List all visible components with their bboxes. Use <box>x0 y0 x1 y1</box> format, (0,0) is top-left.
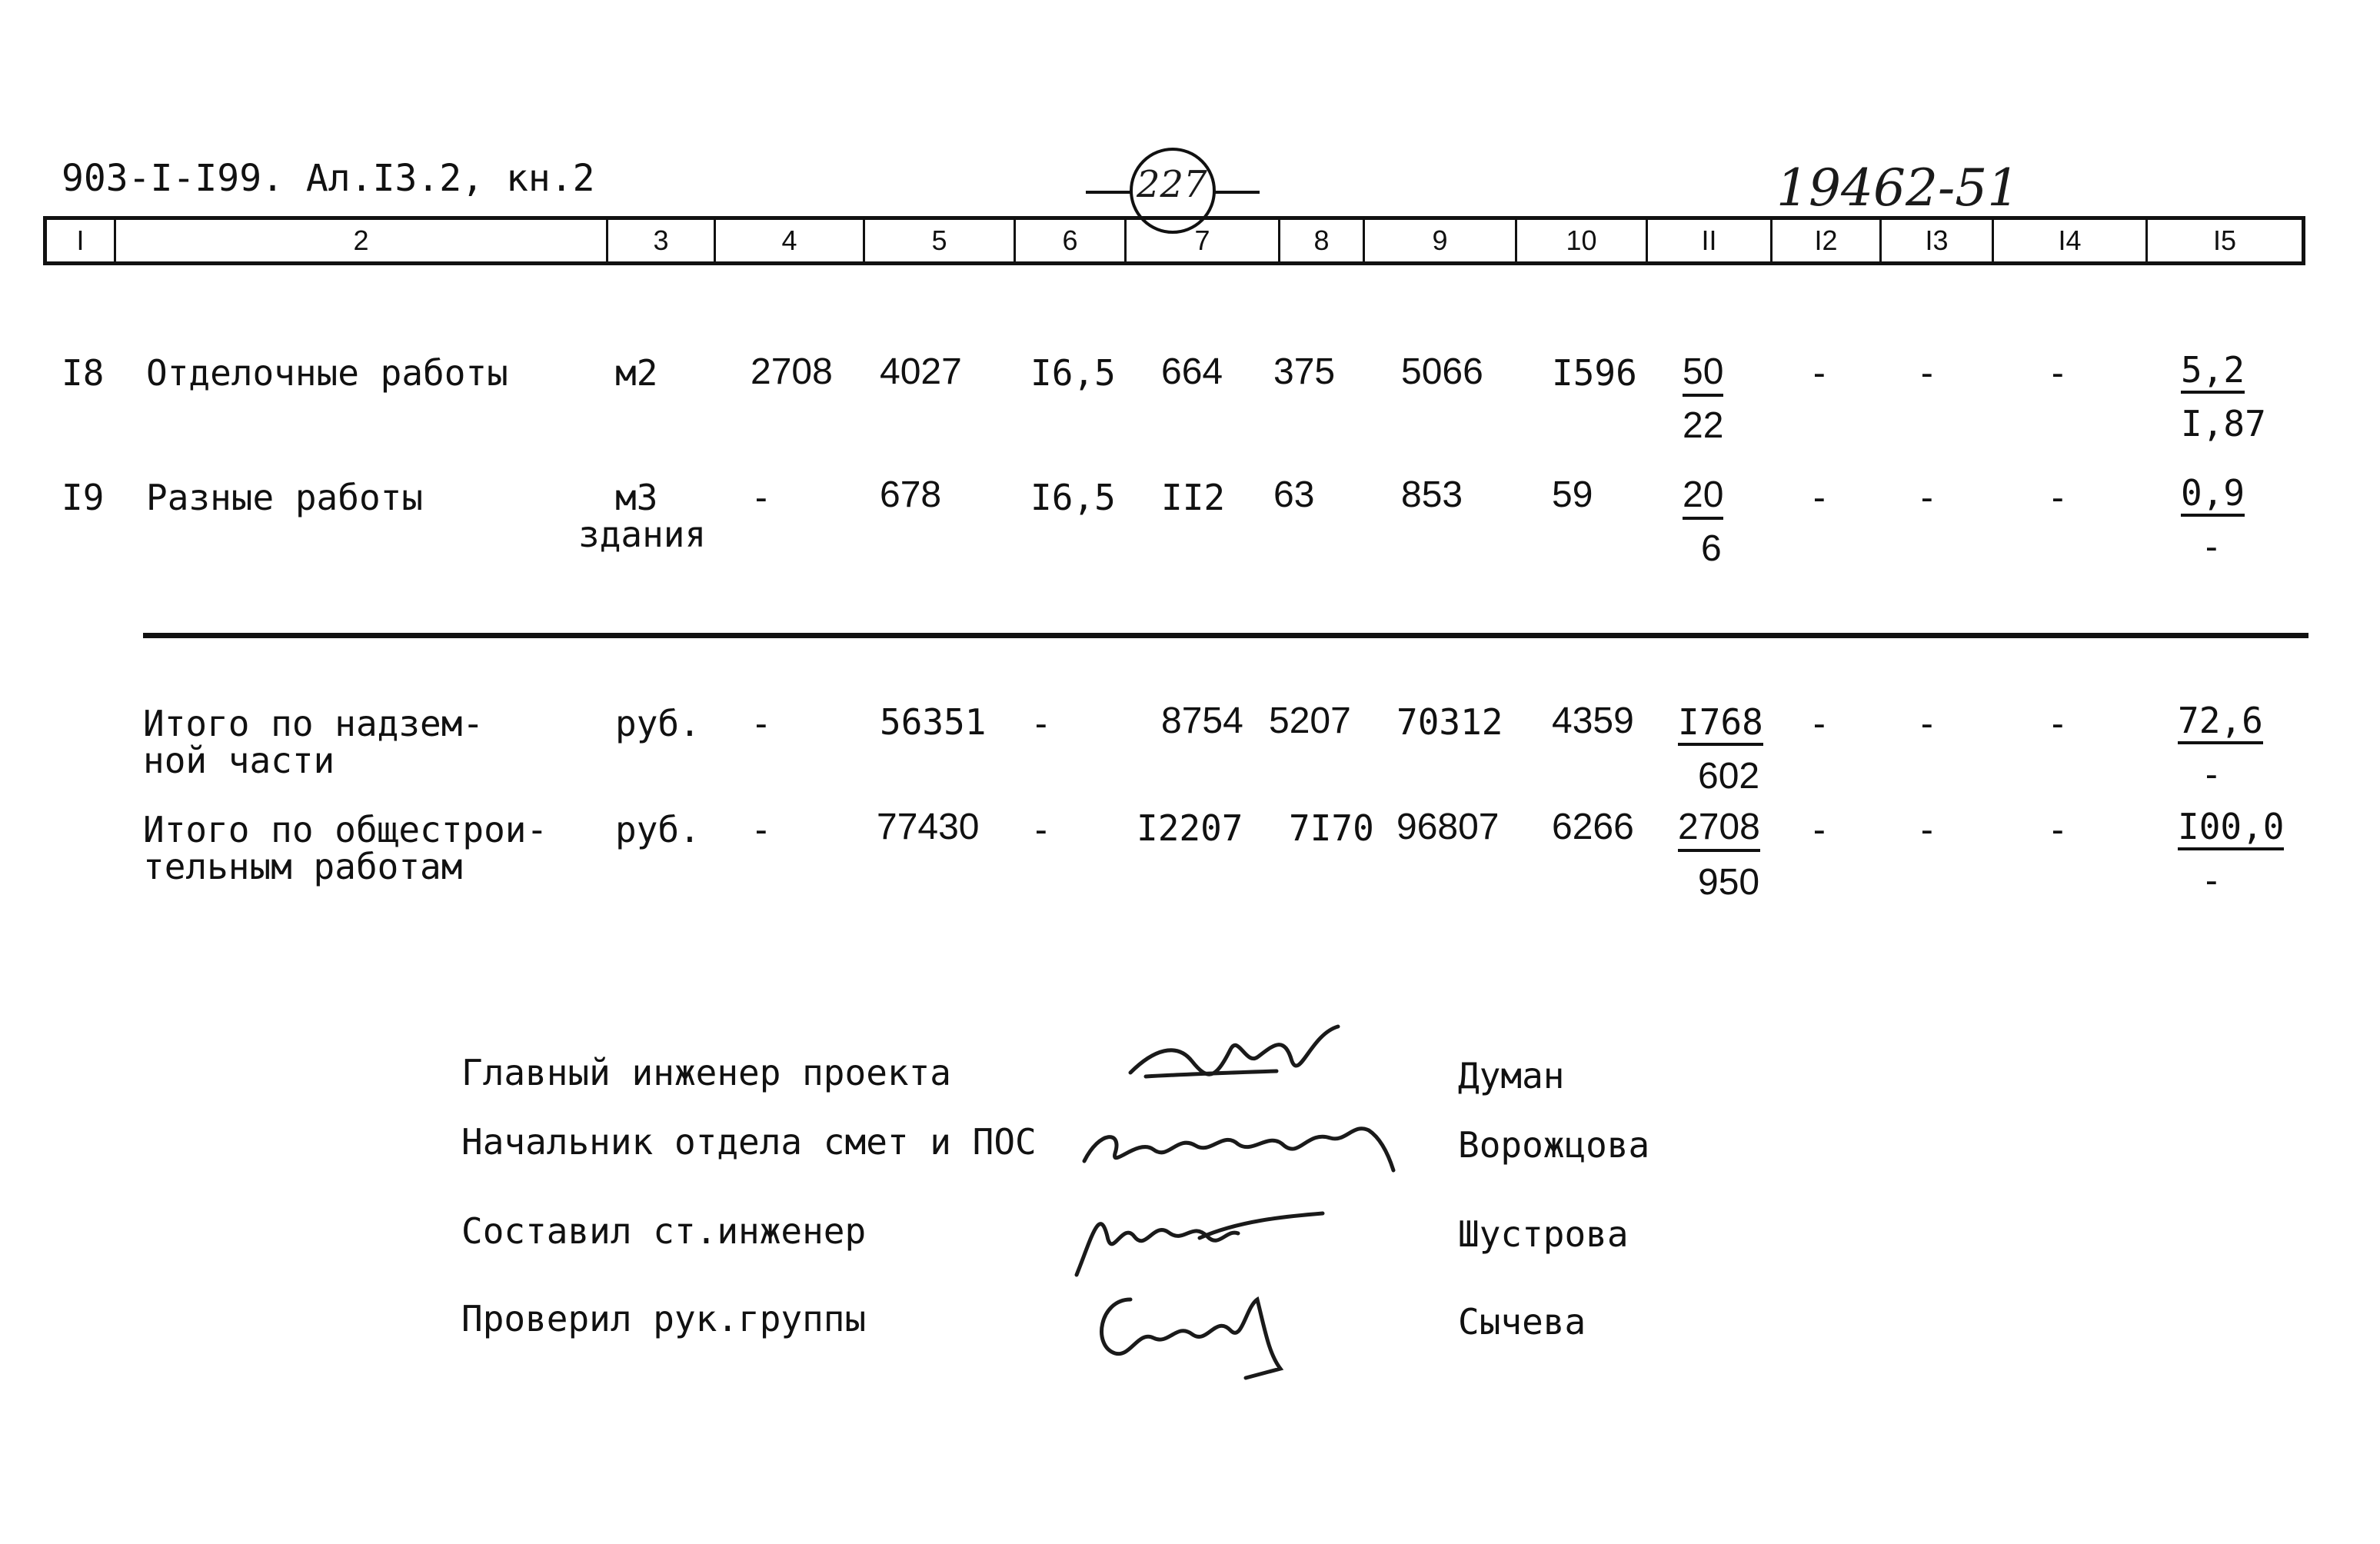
cell-col-7: I2207 <box>1137 807 1243 849</box>
signatory-name: Ворожцова <box>1458 1124 1650 1166</box>
cell-col-14: - <box>2047 809 2069 850</box>
cell-col-8: 375 <box>1273 351 1336 392</box>
column-header-strip <box>43 216 2305 265</box>
work-name: Разные работы <box>146 477 424 518</box>
page-number: 227 <box>1137 163 1207 206</box>
column-header: 4 <box>716 220 865 261</box>
page-number-stroke-right <box>1215 191 1260 194</box>
cell-col-11-top: I768 <box>1678 704 1763 746</box>
cell-col-4: - <box>751 477 772 518</box>
cell-col-6: I6,5 <box>1030 352 1116 394</box>
cell-col-6: - <box>1030 809 1052 850</box>
cell-col-11-top: 20 <box>1683 477 1723 520</box>
cell-col-8: 63 <box>1273 474 1315 515</box>
cell-col-4: 2708 <box>751 351 833 392</box>
cell-col-11-bottom: 950 <box>1698 862 1760 903</box>
signatory-title: Главный инженер проекта <box>461 1052 951 1093</box>
cell-col-11-top: 2708 <box>1678 809 1760 852</box>
column-header: I2 <box>1773 220 1882 261</box>
cell-col-12: - <box>1809 703 1830 744</box>
signatory-title: Составил ст.инженер <box>461 1210 867 1252</box>
cell-col-9: 5066 <box>1401 351 1483 392</box>
cell-col-15-bottom: - <box>2201 526 2222 567</box>
column-header: 10 <box>1517 220 1648 261</box>
signature-duman <box>1123 1019 1353 1103</box>
cell-col-14: - <box>2047 352 2069 394</box>
signature-vorozhtsova <box>1077 1107 1400 1184</box>
cell-col-11-bottom: 6 <box>1701 528 1722 569</box>
column-header: 5 <box>865 220 1016 261</box>
unit-line-1: м3 <box>615 477 658 518</box>
signature-sycheva <box>1084 1276 1300 1384</box>
signatory-title: Начальник отдела смет и ПОС <box>461 1121 1037 1163</box>
row-number: I9 <box>62 477 105 518</box>
unit: руб. <box>615 703 701 744</box>
page-number-stroke-left <box>1086 191 1130 194</box>
inventory-number: 19462-51 <box>1776 158 2020 218</box>
cell-col-11-bottom: 602 <box>1698 756 1760 797</box>
cell-col-4: - <box>751 703 772 744</box>
cell-col-15-bottom: - <box>2201 754 2222 795</box>
cell-col-6: I6,5 <box>1030 477 1116 518</box>
cell-col-9: 96807 <box>1396 807 1500 847</box>
cell-col-11-top: 50 <box>1683 354 1723 397</box>
cell-col-12: - <box>1809 809 1830 850</box>
cell-col-14: - <box>2047 703 2069 744</box>
signatory-name: Сычева <box>1458 1301 1586 1343</box>
cell-col-8: 5207 <box>1269 700 1351 741</box>
cell-col-13: - <box>1916 703 1938 744</box>
cell-col-10: 59 <box>1552 474 1593 515</box>
signatory-name: Шустрова <box>1458 1213 1629 1255</box>
cell-col-15-top: I00,0 <box>2178 809 2284 850</box>
cell-col-5: 77430 <box>877 807 980 847</box>
total-name-line-1: Итого по надзем- <box>143 703 484 744</box>
cell-col-13: - <box>1916 809 1938 850</box>
cell-col-12: - <box>1809 477 1830 518</box>
cell-col-15-bottom: - <box>2201 860 2222 901</box>
cell-col-7: 8754 <box>1161 700 1243 741</box>
cell-col-15-bottom: I,87 <box>2181 403 2266 444</box>
cell-col-7: II2 <box>1161 477 1226 518</box>
column-header: 6 <box>1016 220 1127 261</box>
cell-col-5: 4027 <box>880 351 962 392</box>
cell-col-10: 4359 <box>1552 700 1634 741</box>
unit-line-2: здания <box>578 514 707 555</box>
unit: руб. <box>615 809 701 850</box>
totals-separator-line <box>143 633 2308 638</box>
total-name-line-2: ной части <box>143 740 335 781</box>
column-header: 7 <box>1127 220 1280 261</box>
column-header: I <box>47 220 116 261</box>
cell-col-11-bottom: 22 <box>1683 405 1724 446</box>
work-name: Отделочные работы <box>146 352 508 394</box>
cell-col-5: 56351 <box>880 701 987 743</box>
cell-col-5: 678 <box>880 474 942 515</box>
total-name-line-2: тельным работам <box>143 846 463 887</box>
cell-col-10: 6266 <box>1552 807 1634 847</box>
column-header: 2 <box>116 220 608 261</box>
cell-col-13: - <box>1916 477 1938 518</box>
signatory-name: Думан <box>1458 1055 1565 1096</box>
cell-col-8: 7I70 <box>1289 807 1374 849</box>
cell-col-15-top: 72,6 <box>2178 703 2263 744</box>
column-header: I4 <box>1994 220 2148 261</box>
cell-col-7: 664 <box>1161 351 1223 392</box>
signatory-title: Проверил рук.группы <box>461 1298 867 1339</box>
document-code: 903-I-I99. Ал.I3.2, кн.2 <box>62 157 595 200</box>
cell-col-15-top: 0,9 <box>2181 475 2245 517</box>
cell-col-15-top: 5,2 <box>2181 352 2245 394</box>
cell-col-14: - <box>2047 477 2069 518</box>
cell-col-12: - <box>1809 352 1830 394</box>
total-name-line-1: Итого по общестрои- <box>143 809 548 850</box>
column-header: I5 <box>2212 225 2237 256</box>
column-header: 9 <box>1365 220 1517 261</box>
cell-col-13: - <box>1916 352 1938 394</box>
signature-shustrova <box>1061 1190 1338 1290</box>
cell-col-10: I596 <box>1552 352 1637 394</box>
cell-col-9: 853 <box>1401 474 1463 515</box>
cell-col-6: - <box>1030 703 1052 744</box>
column-header: II <box>1648 220 1773 261</box>
column-header: 8 <box>1280 220 1365 261</box>
cell-col-4: - <box>751 809 772 850</box>
column-header: 3 <box>608 220 716 261</box>
unit: м2 <box>615 352 658 394</box>
cell-col-9: 70312 <box>1396 701 1503 743</box>
row-number: I8 <box>62 352 105 394</box>
column-header: I3 <box>1882 220 1994 261</box>
